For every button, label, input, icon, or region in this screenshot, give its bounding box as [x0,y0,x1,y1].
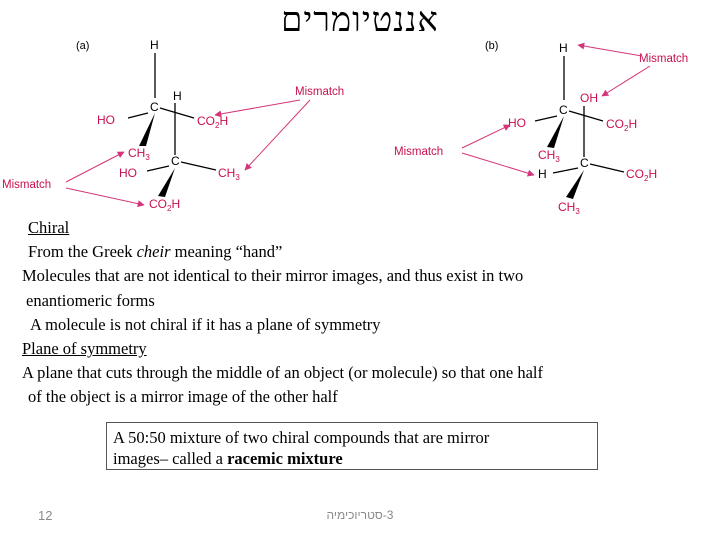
panel-a-c1-co2h: $CO_2H$ [197,114,229,130]
panel-b-mismatch-left: Mismatch [394,146,444,158]
panel-b-ch3: $CH_3$ [538,148,560,164]
panel-b-c1-co2h: $CO_2H$ [606,117,638,133]
panel-b-c1: C [559,103,568,117]
panel-b-c2-co2h: $CO_2H$ [626,167,658,183]
footer-course: 3-סטריוכימיה [326,508,394,522]
line-enantiomeric: enantiomeric forms [26,290,155,310]
panel-a-ch3: $CH_3$ [128,146,150,162]
panel-a [2,38,344,213]
panel-a-bottom-co2h: $CO_2H$ [149,197,181,213]
panel-a-c1: C [150,100,159,114]
line-plane-heading: Plane of symmetry [22,339,147,359]
enantiomer-diagram [0,30,720,220]
panel-a-c1-ho: HO [97,113,115,127]
panel-b-top-h: H [559,41,568,55]
panel-a-c2: C [171,154,180,168]
panel-b-c1-ho: HO [508,116,526,130]
panel-b-label: (b) [485,40,499,52]
line-greek: From the Greek cheir meaning “hand” [28,242,283,262]
racemic-term: racemic mixture [227,449,343,468]
panel-b [394,40,688,216]
panel-b-c1-oh: OH [580,91,598,105]
panel-a-c2-ch3: $CH_3$ [218,166,240,182]
line-molecules: Molecules that are not identical to their mirror images, and thus exist in two [22,266,524,286]
panel-a-c1-h: H [173,89,182,103]
panel-a-label: (a) [76,40,90,52]
panel-a-top-h: H [150,38,159,52]
line-plane-def: A plane that cuts through the middle of an object (or molecule) so that one half [22,363,543,383]
page-number: 12 [38,508,53,523]
line-chiral: Chiral [28,218,70,237]
definitions-text [22,216,702,410]
line-mirror-half: of the object is a mirror image of the other half [28,387,338,407]
panel-a-c2-ho: HO [119,166,137,180]
panel-b-c2: C [580,156,589,170]
panel-b-mismatch-top: Mismatch [639,53,689,65]
slide-title: אננטיומרים [281,2,439,39]
box-line-1: A 50:50 mixture of two chiral compounds that are mirror [113,428,490,447]
panel-b-bottom-ch3: $CH_3$ [558,200,580,216]
line-not-chiral: A molecule is not chiral if it has a plane of symmetry [30,314,381,334]
box-line-2: images– called a racemic mixture [113,449,343,468]
panel-b-c2-h: H [538,167,547,181]
racemic-box [106,422,598,470]
panel-a-mismatch-left: Mismatch [2,179,52,191]
panel-a-mismatch-top: Mismatch [295,86,345,98]
